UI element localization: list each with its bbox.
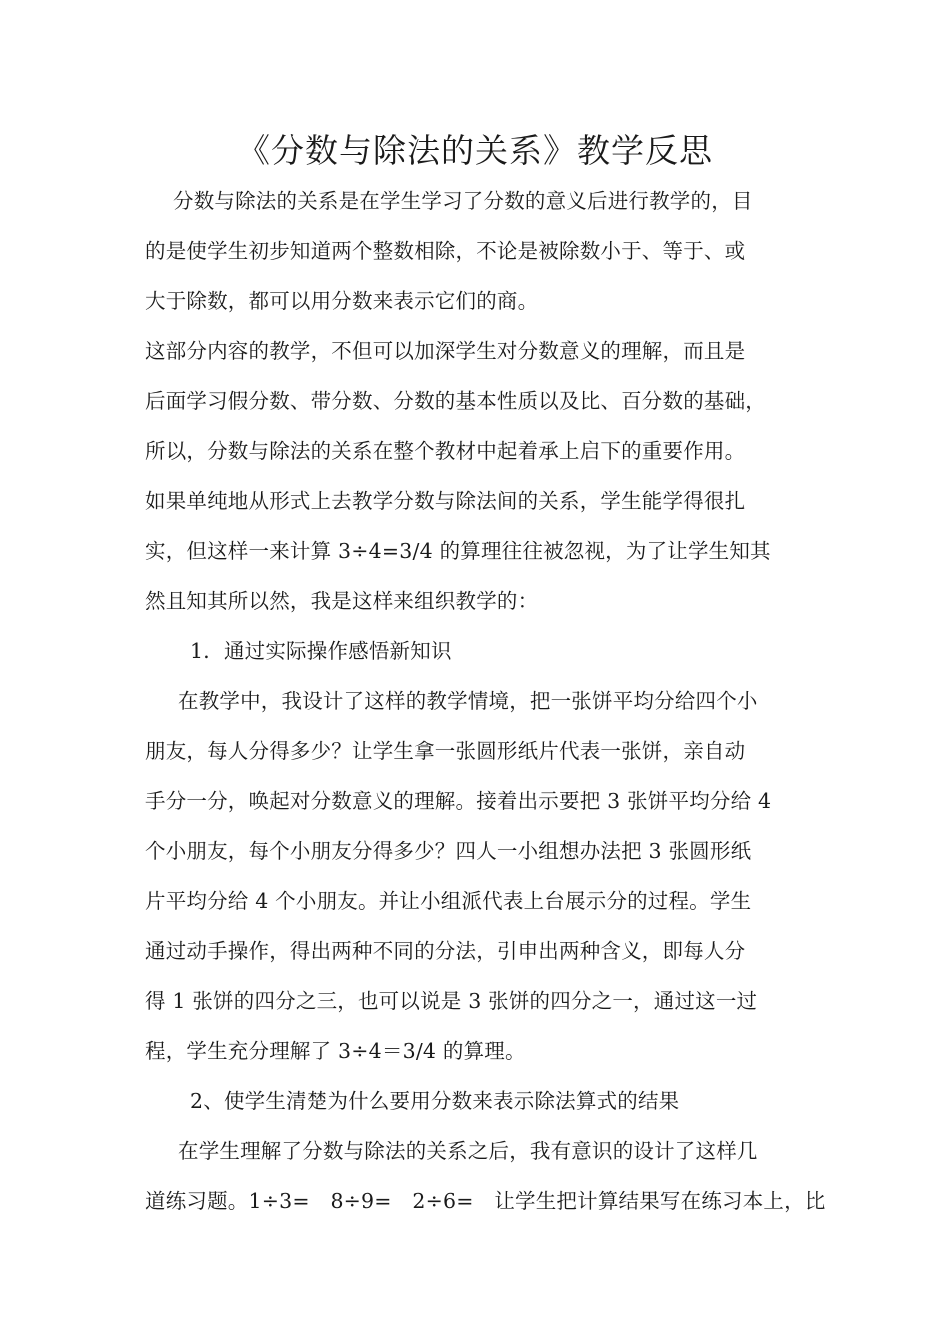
document-title: 《分数与除法的关系》教学反思 <box>237 131 713 170</box>
paragraph-line: 实，但这样一来计算 3÷4=3/4 的算理往往被忽视，为了让学生知其 <box>145 539 771 563</box>
paragraph-line: 分数与除法的关系是在学生学习了分数的意义后进行教学的，目 <box>173 189 753 213</box>
paragraph-line: 通过动手操作，得出两种不同的分法，引申出两种含义，即每人分 <box>145 939 746 963</box>
paragraph-line: 的是使学生初步知道两个整数相除，不论是被除数小于、等于、或 <box>145 239 746 263</box>
paragraph-line: 朋友，每人分得多少？让学生拿一张圆形纸片代表一张饼，亲自动 <box>145 739 746 763</box>
paragraph-line: 在教学中，我设计了这样的教学情境，把一张饼平均分给四个小 <box>178 689 758 713</box>
paragraph-line: 这部分内容的教学，不但可以加深学生对分数意义的理解，而且是 <box>145 339 746 363</box>
paragraph-line: 个小朋友，每个小朋友分得多少？四人一小组想办法把 3 张圆形纸 <box>145 839 752 863</box>
section-heading: 2、使学生清楚为什么要用分数来表示除法算式的结果 <box>190 1089 680 1113</box>
paragraph-line: 手分一分，唤起对分数意义的理解。接着出示要把 3 张饼平均分给 4 <box>145 789 772 813</box>
paragraph-line: 在学生理解了分数与除法的关系之后，我有意识的设计了这样几 <box>178 1139 758 1163</box>
paragraph-line: 如果单纯地从形式上去教学分数与除法间的关系，学生能学得很扎 <box>145 489 746 513</box>
paragraph-line: 程，学生充分理解了 3÷4＝3/4 的算理。 <box>145 1039 526 1063</box>
paragraph-line: 得 1 张饼的四分之三，也可以说是 3 张饼的四分之一，通过这一过 <box>145 989 758 1013</box>
paragraph-line: 所以，分数与除法的关系在整个教材中起着承上启下的重要作用。 <box>145 439 746 463</box>
paragraph-line: 然且知其所以然，我是这样来组织教学的： <box>145 589 539 613</box>
paragraph-line: 大于除数，都可以用分数来表示它们的商。 <box>145 289 539 313</box>
section-heading: 1．通过实际操作感悟新知识 <box>190 639 452 663</box>
paragraph-line: 后面学习假分数、带分数、分数的基本性质以及比、百分数的基础， <box>145 389 766 413</box>
paragraph-line: 道练习题。1÷3= 8÷9= 2÷6= 让学生把计算结果写在练习本上，比 <box>145 1189 826 1213</box>
paragraph-line: 片平均分给 4 个小朋友。并让小组派代表上台展示分的过程。学生 <box>145 889 752 913</box>
